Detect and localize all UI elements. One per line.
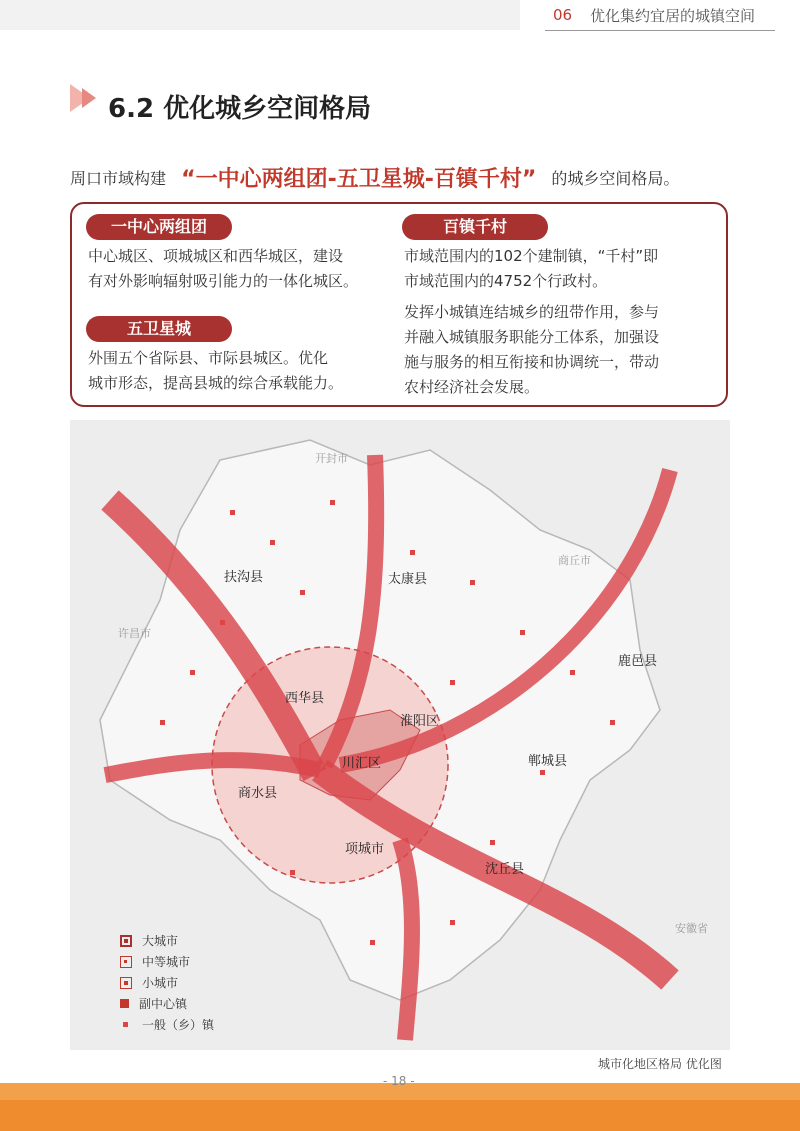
intro-line xyxy=(70,162,770,193)
text-line: 施与服务的相互衔接和协调统一，带动 xyxy=(404,353,660,371)
text-line: 中心城区、项城城区和西华城区，建设 xyxy=(88,247,344,265)
town-icon xyxy=(123,1022,128,1027)
small-city-icon xyxy=(120,977,132,989)
legend-big-city: 大城市 xyxy=(120,930,214,951)
sub-center-icon xyxy=(120,999,129,1008)
tag-satellite: 五卫星城 xyxy=(86,316,232,342)
intro-lead: 周口市域构建 xyxy=(70,169,167,188)
intro-tail: 的城乡空间格局。 xyxy=(551,169,680,188)
summary-box xyxy=(70,202,728,407)
label-xiangcheng: 项城市 xyxy=(345,842,385,857)
text-line: 市域范围内的4752个行政村。 xyxy=(404,272,608,290)
text-line: 发挥小城镇连结城乡的纽带作用，参与 xyxy=(404,303,660,321)
tag-center: 一中心两组团 xyxy=(86,214,232,240)
label-fugou: 扶沟县 xyxy=(224,570,264,585)
label-luyi: 鹿邑县 xyxy=(618,654,658,669)
map-legend xyxy=(120,930,214,1035)
text-line: 市域范围内的102个建制镇，“千村”即 xyxy=(404,247,659,265)
text-line: 城市形态，提高县城的综合承载能力。 xyxy=(88,374,344,392)
text-line: 外围五个省际县、市际县城区。优化 xyxy=(88,349,329,367)
label-anhui: 安徽省 xyxy=(675,922,708,935)
label-kaifeng: 开封市 xyxy=(315,452,348,465)
page-number: - 18 - xyxy=(383,1074,415,1088)
label-chuanhui: 川汇区 xyxy=(342,756,382,771)
intro-highlight: “一中心两组团-五卫星城-百镇千村” xyxy=(181,167,537,192)
label-huaiyang: 淮阳区 xyxy=(400,714,440,729)
legend-small-city: 小城市 xyxy=(120,972,214,993)
text-villages xyxy=(404,244,722,294)
tag-villages: 百镇千村 xyxy=(402,214,548,240)
text-line: 并融入城镇服务职能分工体系，加强设 xyxy=(404,328,660,346)
label-taikang: 太康县 xyxy=(388,572,428,587)
footer-band-lower xyxy=(0,1100,800,1131)
text-satellite xyxy=(88,346,398,396)
section-marker-inner-icon xyxy=(82,88,96,108)
text-line: 农村经济社会发展。 xyxy=(404,378,540,396)
header-rule xyxy=(545,30,775,31)
chapter-title: 优化集约宜居的城镇空间 xyxy=(590,7,756,25)
text-line: 有对外影响辐射吸引能力的一体化城区。 xyxy=(88,272,359,290)
label-shangqiu: 商丘市 xyxy=(558,554,591,567)
legend-sub-center: 副中心镇 xyxy=(120,993,214,1014)
mid-city-icon xyxy=(120,956,132,968)
big-city-icon xyxy=(120,935,132,947)
text-center xyxy=(88,244,398,294)
legend-mid-city: 中等城市 xyxy=(120,951,214,972)
map-caption: 城市化地区格局 优化图 xyxy=(598,1057,722,1071)
legend-town: 一般（乡）镇 xyxy=(120,1014,214,1035)
chapter-number: 06 xyxy=(553,6,573,24)
header-band xyxy=(0,0,520,30)
label-shenqiu: 沈丘县 xyxy=(485,862,525,877)
section-title: 6.2 优化城乡空间格局 xyxy=(108,94,372,124)
label-xuchang: 许昌市 xyxy=(118,627,151,640)
label-dancheng: 郸城县 xyxy=(528,754,568,769)
label-xihua: 西华县 xyxy=(285,691,325,706)
label-shangshui: 商水县 xyxy=(238,786,278,801)
text-towns xyxy=(404,300,722,400)
